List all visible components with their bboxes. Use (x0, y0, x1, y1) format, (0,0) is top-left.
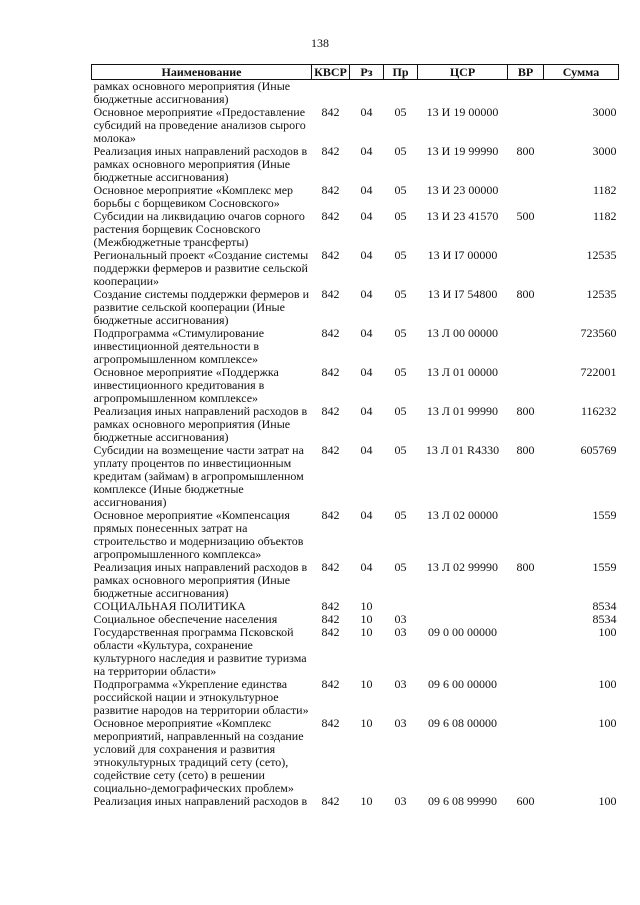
row-csr: 13 И 23 41570 (426, 209, 499, 223)
row-csr: 09 6 08 99990 (428, 794, 497, 808)
row-csr (418, 80, 508, 107)
row-vr (508, 249, 544, 288)
row-vr (508, 613, 544, 626)
row-name: Субсидии на возмещение части затрат на уплату процентов по инвестиционным кредитам (займам) в агропромышленном комплексе (Иные бюджетные ассигнования) (93, 443, 304, 509)
row-kvsr: 842 (321, 443, 340, 457)
row-csr: 09 6 00 00000 (428, 677, 497, 691)
row-csr: 13 Л 00 00000 (426, 326, 499, 340)
row-kvsr: 842 (321, 508, 340, 522)
row-name: СОЦИАЛЬНАЯ ПОЛИТИКА (93, 599, 246, 613)
table-row (92, 106, 619, 145)
row-vr: 800 (516, 560, 535, 574)
row-kvsr: 842 (321, 625, 340, 639)
table-row (92, 405, 619, 444)
row-sum: 1182 (592, 183, 617, 197)
row-sum: 12535 (586, 248, 617, 262)
row-pr: 05 (394, 209, 407, 223)
row-vr (508, 366, 544, 405)
row-rz: 04 (360, 326, 373, 340)
table-row (92, 288, 619, 327)
column-header-name: Наименование (92, 65, 312, 80)
row-kvsr: 842 (321, 183, 340, 197)
row-rz: 04 (360, 248, 373, 262)
table-row (92, 444, 619, 509)
table-row (92, 795, 619, 808)
row-vr (508, 509, 544, 561)
row-vr (508, 80, 544, 107)
row-sum (544, 80, 619, 107)
row-kvsr: 842 (321, 677, 340, 691)
row-csr: 09 0 00 00000 (428, 625, 497, 639)
row-rz: 10 (360, 794, 373, 808)
row-sum: 100 (598, 677, 617, 691)
row-pr: 05 (394, 508, 407, 522)
table-row (92, 509, 619, 561)
row-csr: 09 6 08 00000 (428, 716, 497, 730)
row-name: Создание системы поддержки фермеров и развитие сельской кооперации (Иные бюджетные ассигнования) (93, 287, 310, 327)
row-pr: 05 (394, 183, 407, 197)
row-csr: 13 И 19 00000 (426, 105, 499, 119)
table-row (92, 366, 619, 405)
row-sum: 12535 (586, 287, 617, 301)
row-sum: 1559 (592, 508, 617, 522)
row-pr: 05 (394, 326, 407, 340)
row-rz: 04 (360, 365, 373, 379)
row-name: Реализация иных направлений расходов в рамках основного мероприятия (Иные бюджетные ассигнования) (93, 560, 308, 600)
row-kvsr: 842 (321, 560, 340, 574)
row-csr: 13 Л 01 R4330 (425, 443, 500, 457)
row-vr: 600 (516, 794, 535, 808)
budget-table (91, 64, 619, 808)
row-name: рамках основного мероприятия (Иные бюджетные ассигнования) (93, 79, 291, 106)
row-vr: 800 (516, 443, 535, 457)
table-row (92, 561, 619, 600)
table-row (92, 145, 619, 184)
table-row (92, 210, 619, 249)
row-rz: 04 (360, 144, 373, 158)
row-csr: 13 И 19 99990 (426, 144, 499, 158)
row-pr: 05 (394, 365, 407, 379)
row-csr (418, 600, 508, 613)
row-vr (508, 327, 544, 366)
row-kvsr: 842 (321, 105, 340, 119)
row-sum: 100 (598, 625, 617, 639)
row-sum: 3000 (592, 144, 617, 158)
row-name: Основное мероприятие «Комплекс мероприятий, направленный на создание условий для сохранения и развития этнокультурных традиций сету (сето), содействие сету (сето) в решении социально-демографических проблем» (93, 716, 304, 795)
row-rz: 04 (360, 404, 373, 418)
row-sum: 8534 (592, 612, 617, 626)
row-rz: 04 (360, 508, 373, 522)
row-kvsr: 842 (321, 794, 340, 808)
row-vr (508, 626, 544, 678)
row-kvsr: 842 (321, 144, 340, 158)
row-kvsr: 842 (321, 248, 340, 262)
row-sum: 8534 (592, 599, 617, 613)
table-row (92, 678, 619, 717)
row-rz: 10 (360, 625, 373, 639)
page-number: 138 (311, 36, 329, 50)
row-vr (508, 678, 544, 717)
column-header-kvsr: КВСР (312, 65, 350, 80)
row-vr: 800 (516, 404, 535, 418)
row-vr: 500 (516, 209, 535, 223)
column-header-rz: Рз (350, 65, 384, 80)
column-header-sum: Сумма (544, 65, 619, 80)
table-row (92, 626, 619, 678)
row-csr: 13 Л 01 00000 (426, 365, 499, 379)
row-pr: 03 (394, 677, 407, 691)
row-csr: 13 Л 02 00000 (426, 508, 499, 522)
row-kvsr: 842 (321, 716, 340, 730)
row-pr: 03 (394, 716, 407, 730)
row-rz: 04 (360, 287, 373, 301)
table-header-row (92, 65, 619, 80)
row-sum: 1182 (592, 209, 617, 223)
row-pr: 05 (394, 144, 407, 158)
row-rz: 04 (360, 443, 373, 457)
row-vr (508, 184, 544, 210)
row-kvsr: 842 (321, 326, 340, 340)
row-name: Реализация иных направлений расходов в (93, 794, 308, 808)
row-name: Основное мероприятие «Предоставление субсидий на проведение анализов сырого молока» (93, 105, 306, 145)
row-name: Реализация иных направлений расходов в рамках основного мероприятия (Иные бюджетные ассигнования) (93, 404, 308, 444)
row-kvsr: 842 (321, 209, 340, 223)
row-csr: 13 Л 01 99990 (426, 404, 499, 418)
row-kvsr: 842 (321, 287, 340, 301)
table-row (92, 717, 619, 795)
column-header-vr: ВР (508, 65, 544, 80)
row-rz (350, 80, 384, 107)
row-name: Региональный проект «Создание системы поддержки фермеров и развитие сельской кооперации» (93, 248, 309, 288)
row-rz: 04 (360, 560, 373, 574)
row-pr: 03 (394, 612, 407, 626)
row-rz: 04 (360, 183, 373, 197)
row-name: Социальное обеспечение населения (93, 612, 278, 626)
row-pr: 05 (394, 248, 407, 262)
row-sum: 605769 (580, 443, 617, 457)
row-vr (508, 600, 544, 613)
row-rz: 10 (360, 716, 373, 730)
row-name: Основное мероприятие «Комплекс мер борьбы с борщевиком Сосновского» (93, 183, 294, 210)
row-rz: 10 (360, 677, 373, 691)
row-sum: 723560 (580, 326, 617, 340)
table-row (92, 327, 619, 366)
row-csr: 13 И I7 00000 (427, 248, 498, 262)
row-rz: 04 (360, 209, 373, 223)
table-row (92, 80, 619, 107)
row-sum: 3000 (592, 105, 617, 119)
table-row (92, 249, 619, 288)
table-row (92, 184, 619, 210)
row-name: Подпрограмма «Стимулирование инвестиционной деятельности в агропромышленном комплексе» (93, 326, 265, 366)
row-rz: 10 (360, 612, 373, 626)
row-sum: 722001 (580, 365, 617, 379)
row-vr: 800 (516, 144, 535, 158)
row-name: Субсидии на ликвидацию очагов сорного растения борщевик Сосновского (Межбюджетные трансферты) (93, 209, 305, 249)
row-kvsr: 842 (321, 404, 340, 418)
row-kvsr: 842 (321, 599, 340, 613)
row-name: Основное мероприятие «Компенсация прямых понесенных затрат на строительство и модернизацию объектов агропромышленного комплекса» (93, 508, 304, 561)
row-pr: 03 (394, 625, 407, 639)
row-name: Государственная программа Псковской области «Культура, сохранение культурного наследия и развитие туризма на территории области» (93, 625, 307, 678)
row-vr (508, 106, 544, 145)
row-pr: 05 (394, 443, 407, 457)
column-header-csr: ЦСР (418, 65, 508, 80)
row-sum: 116232 (580, 404, 617, 418)
row-sum: 100 (598, 794, 617, 808)
row-pr (384, 80, 418, 107)
row-csr: 13 И I7 54800 (427, 287, 498, 301)
row-pr: 05 (394, 560, 407, 574)
row-csr: 13 И 23 00000 (426, 183, 499, 197)
row-sum: 1559 (592, 560, 617, 574)
row-kvsr (312, 80, 350, 107)
row-pr: 03 (394, 794, 407, 808)
row-rz: 04 (360, 105, 373, 119)
row-name: Реализация иных направлений расходов в рамках основного мероприятия (Иные бюджетные ассигнования) (93, 144, 308, 184)
row-pr: 05 (394, 404, 407, 418)
row-kvsr: 842 (321, 612, 340, 626)
row-vr (508, 717, 544, 795)
row-pr: 05 (394, 287, 407, 301)
table-body (92, 80, 619, 809)
row-pr: 05 (394, 105, 407, 119)
row-rz: 10 (360, 599, 373, 613)
row-sum: 100 (598, 716, 617, 730)
row-name: Подпрограмма «Укрепление единства российской нации и этнокультурное развитие народов на территории области» (93, 677, 309, 717)
column-header-pr: Пр (384, 65, 418, 80)
row-vr: 800 (516, 287, 535, 301)
row-name: Основное мероприятие «Поддержка инвестиционного кредитования в агропромышленном комплексе» (93, 365, 279, 405)
row-kvsr: 842 (321, 365, 340, 379)
row-csr: 13 Л 02 99990 (426, 560, 499, 574)
